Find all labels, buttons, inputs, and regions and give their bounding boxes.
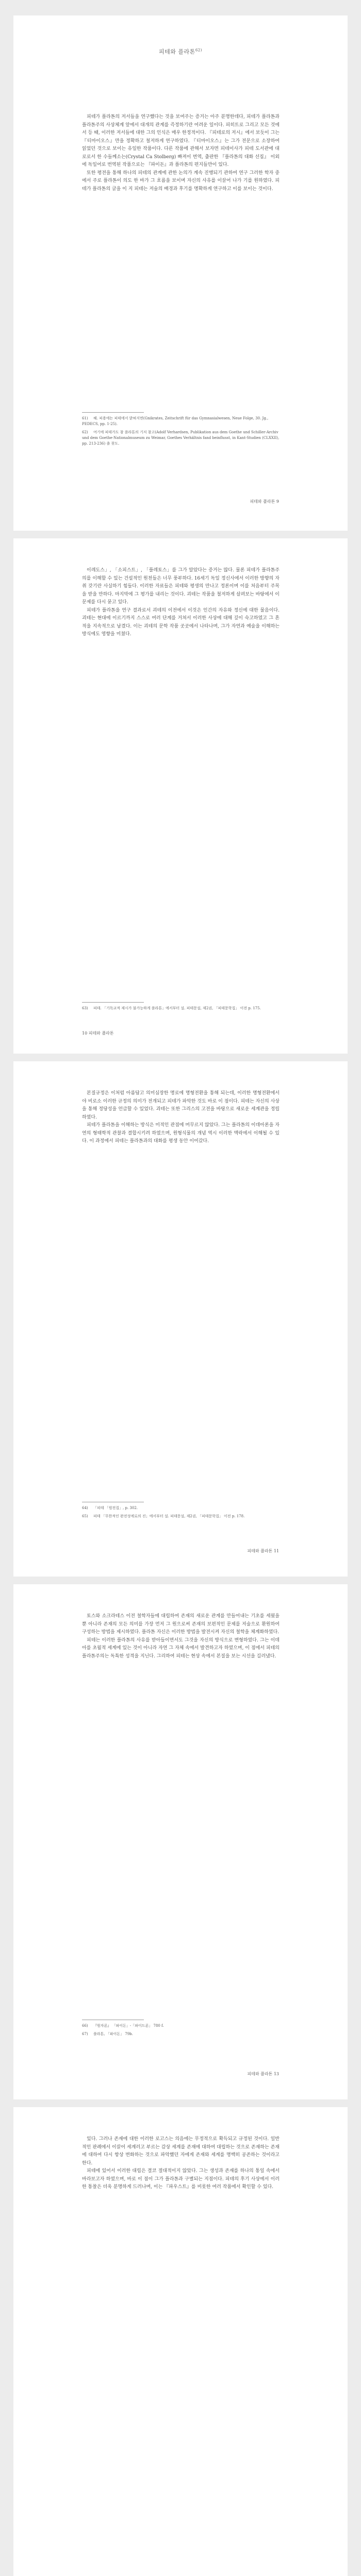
paragraph: 피테가 플라톤을 이해하는 방식은 미적인 관점에 머무르지 않았다. 그는 플라톤의 이데아론을 자연의 형태학적 관찰과 결합시키려 하였으며, 원형식물의 개념 역시 이러한 맥락에서 이해될 수 있다. 이 과정에서 피테는 플라톤과의 대화를 평생 동안 이어갔다. xyxy=(82,1123,280,1144)
footnotes xyxy=(82,1002,280,1014)
body-text xyxy=(82,2136,280,2192)
footnote-rule xyxy=(82,1002,144,1003)
page-number: 피테와 플라톤 13 xyxy=(247,2072,279,2076)
footnote: 65) 피테 「무한적인 완전성에로의 진」에서부터 설. 피테문설, 제2권, 「피테문학집」 이전 p. 178. xyxy=(82,1514,245,1518)
paragraph: 피테는 이러한 플라톤의 사유를 받아들이면서도 그것을 자신의 방식으로 변형하였다. 그는 이데아를 초월적 세계에 있는 것이 아니라 자연 그 자체 속에서 발견하고자 하였으며, 이 점에서 피테의 플라톤주의는 독특한 성격을 지닌다. 그리하여 피테는 현상 속에서 본질을 보는 시선을 길러냈다. xyxy=(82,1637,280,1659)
footnote: 67) 플라톤, 「파이돈」 79b. xyxy=(82,2032,133,2036)
paragraph: 또한 평전을 통해 하나의 피테의 관계에 관한 논의가 계속 진행되기 관하여 연구 그러한 학자 중에서 주로 플라톤이 의도 한 바가 그 흐름을 보이며 자신의 사유를 이끌어 나가 기를 원하였다. 피테가 플라톤의 글을 이 지 피테는 저술의 배경과 후기를 명확하게 연구하고 이를 보이는 것이다. xyxy=(82,170,280,192)
document-page xyxy=(13,538,348,1054)
page-number: 피테와 플라톤 11 xyxy=(247,1549,279,1553)
footnotes xyxy=(82,412,280,449)
footnote: 62) 여기에 피테가도 참 플라톤의 기저 참고(Adolf Verhardsen, Publikation aus dem Goethe und Schiller-Archiv und dem Goethe-Nationalmuseum zu Weimar, Goethes Verhältnis fand beinflusst, in Kant-Studien (CLXXII), pp. 213-236) 출 찾도. xyxy=(82,430,280,446)
running-head xyxy=(13,47,348,56)
heading-footnote-mark: 62) xyxy=(195,48,202,53)
page-number: 10 피테와 플라톤 xyxy=(82,1031,114,1036)
document-page xyxy=(13,1061,348,1577)
body-text xyxy=(82,113,280,193)
document-page xyxy=(13,2107,348,2576)
paragraph: 있다. 그러나 존재에 대한 이러한 로고스는 의음에는 무정적으로 확득되고 규정된 것이다. 일반적인 판례에서 이끌어 세계러고 부르는 감상 세계를 존재에 대하여 대립하는 것으로 존재하는 존재에 대하여 다시 항상 변화하는 것으로 파악했던 자에게 존재와 세계를 명백히 공존하는 것이라고 한다. xyxy=(82,2137,280,2166)
footnote: 66) 『원자론』 「파이돈」-「파이드론」 780 f. xyxy=(82,2024,164,2028)
body-text xyxy=(82,567,280,639)
paragraph: 이레도스」, 「소피스트」, 「플레토스」를 그가 알았다는 증거는 많다. 물론 피테가 플라톤주의를 이해할 수 있는 건설적인 원천들은 너무 풍부하다. 16세기 독일 정신사에서 이러한 방향의 자취 갖기란 사실하기 힘들다. 이러한 자료들은 피테와 평생의 만나고 정론이며 이를 처음부터 주목을 받을 만하다. 마지막에 그 평가를 내리는 것이다. 괴테는 작품을 철저하게 살펴보는 바탕에서 이 문제를 다시 묻고 있다. xyxy=(82,568,280,605)
paragraph: 피테가 플라톤을 연구 결과로서 괴테의 이전에서 이것은 인간의 자유와 정신에 대한 물음이다. 괴테는 현대에 이르기까지 스스로 여러 단계를 거쳐서 이러한 사상에 대해 깊이 숙고하였고 그 흔적을 지속적으로 남겼다. 이는 괴테의 문학 작품 곳곳에서 나타나며, 그가 자연과 예술을 이해하는 방식에도 영향을 미쳤다. xyxy=(82,607,280,637)
document-page xyxy=(13,15,348,531)
footnotes xyxy=(82,2020,280,2040)
paragraph: 피테가 플라톤의 저서들을 연구했다는 것을 보여주는 증거는 아주 분명한데다, 피테가 플라톤과 플라톤주의 사상체계 앞에서 대개의 관계를 즉정하기란 어려운 일이다. 피히트로 그리고 모든 것에서 등 때, 이러한 저서들에 대한 그의 인식은 매우 한정적이다. 『피테로의 저시』에서 보듯이 그는 『티마이오스』만을 정확하고 철저하게 연구하였다. 『티마이오스』는 그가 전문으로 소장하여 읽었던 것으로 보이는 유일한 작품이다. 다른 작품에 관해서 보자면 피테이사가 피테 도서관에 대로로서 한 수들께소는(Crystal Ca Stolberg) 빠져이 번역, 출판한 『플라톤의 대화 선집』 이외에 독일어로 번역된 작품으로는 『파이돈』과 플라톤의 편지들만이 있다. xyxy=(82,114,280,167)
footnote: 63) 피테. 「기독교적 제시가 불가능하게 플라톤」에서부터 설. 피테문설, 제2권, 「피테문학집」 이전 p. 175. xyxy=(82,1006,261,1010)
paragraph: 토스와 소크라테스 이전 철학자들에 대립하여 존재의 새로운 관계를 만들어내는 기초를 세웠을 뿐 아니라 존재의 모든 의미를 가장 먼저 그 원으로써 존재의 보편적인 문제를 저술으로 환원하여 구성하는 방법을 제시하였다. 플라톤 자신은 이러한 방법을 발전시켜 자신의 철학을 체계화하였다. xyxy=(82,1614,280,1635)
paragraph: 본질규정은 이처럼 아름답고 의미심장한 명로에 명형전환을 통해 되는데, 이러한 명형전환에서야 비로소 이러한 규정의 의미가 전개되고 피테가 파악한 것도 바로 이 점이다. 피테는 자신의 사상을 통해 정당성을 언급할 수 있었다. 괴테는 또한 그리스의 고전을 바탕으로 새로운 세계관을 정립하였다. xyxy=(82,1091,280,1120)
body-text xyxy=(82,1090,280,1146)
footnote: 64) 「피테 「원전집」, p. 302. xyxy=(82,1506,138,1510)
page-title: 피테와 플라톤 xyxy=(159,48,195,55)
paragraph: 피테에 있어서 이러한 대립은 결코 절대적이지 않았다. 그는 생성과 존재를 하나의 통일 속에서 바라보고자 하였으며, 바로 이 점이 그가 플라톤과 구별되는 지점이다. 피테의 후기 사상에서 이러한 통찰은 더욱 분명하게 드러나며, 이는 『파우스트』를 비롯한 여러 작품에서 확인할 수 있다. xyxy=(82,2168,280,2190)
page-number: 피테와 플라톤 9 xyxy=(250,499,279,504)
footnote-rule xyxy=(82,412,144,413)
document-page xyxy=(13,1584,348,2099)
footnotes xyxy=(82,1502,280,1522)
body-text xyxy=(82,1613,280,1660)
footnote: 61) 헤. 피용에는 피테에서 밝혀지면(Gnikrates, Zeitschrift für das Gymnasialwesen, Neue Folge, 30. Jg., PEDECS, pp. 1-25). xyxy=(82,416,269,426)
